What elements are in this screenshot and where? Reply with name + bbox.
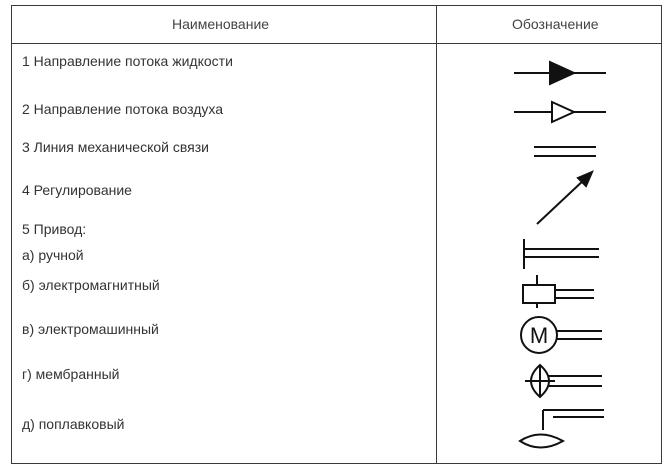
row-regulation-label: 4 Регулирование <box>22 182 132 198</box>
motor-letter: M <box>529 323 549 348</box>
membrane-drive-icon <box>525 365 602 397</box>
row-mechanical-link-label: 3 Линия механической связи <box>22 139 209 155</box>
row-membrane-label: г) мембранный <box>22 366 120 382</box>
double-line-icon <box>534 147 596 156</box>
manual-drive-icon <box>524 239 599 269</box>
symbols-table <box>11 5 662 464</box>
filled-arrow-line-icon <box>514 62 606 84</box>
electromagnetic-drive-icon <box>523 275 594 308</box>
row-electric-machine-label: в) электромашинный <box>22 321 159 337</box>
float-drive-icon <box>520 410 604 448</box>
header-name: Наименование <box>172 16 270 32</box>
row-electromagnetic-label: б) электромагнитный <box>22 277 160 293</box>
diagonal-arrow-icon <box>537 172 592 224</box>
row-liquid-flow-label: 1 Направление потока жидкости <box>22 53 233 69</box>
header-symbol: Обозначение <box>512 16 599 32</box>
row-drive-label: 5 Привод: <box>22 221 87 237</box>
row-float-label: д) поплавковый <box>22 416 125 432</box>
row-manual-label: а) ручной <box>22 247 84 263</box>
symbols-drawing <box>12 6 661 463</box>
row-air-flow-label: 2 Направление потока воздуха <box>22 101 224 117</box>
hollow-arrow-line-icon <box>514 102 606 122</box>
